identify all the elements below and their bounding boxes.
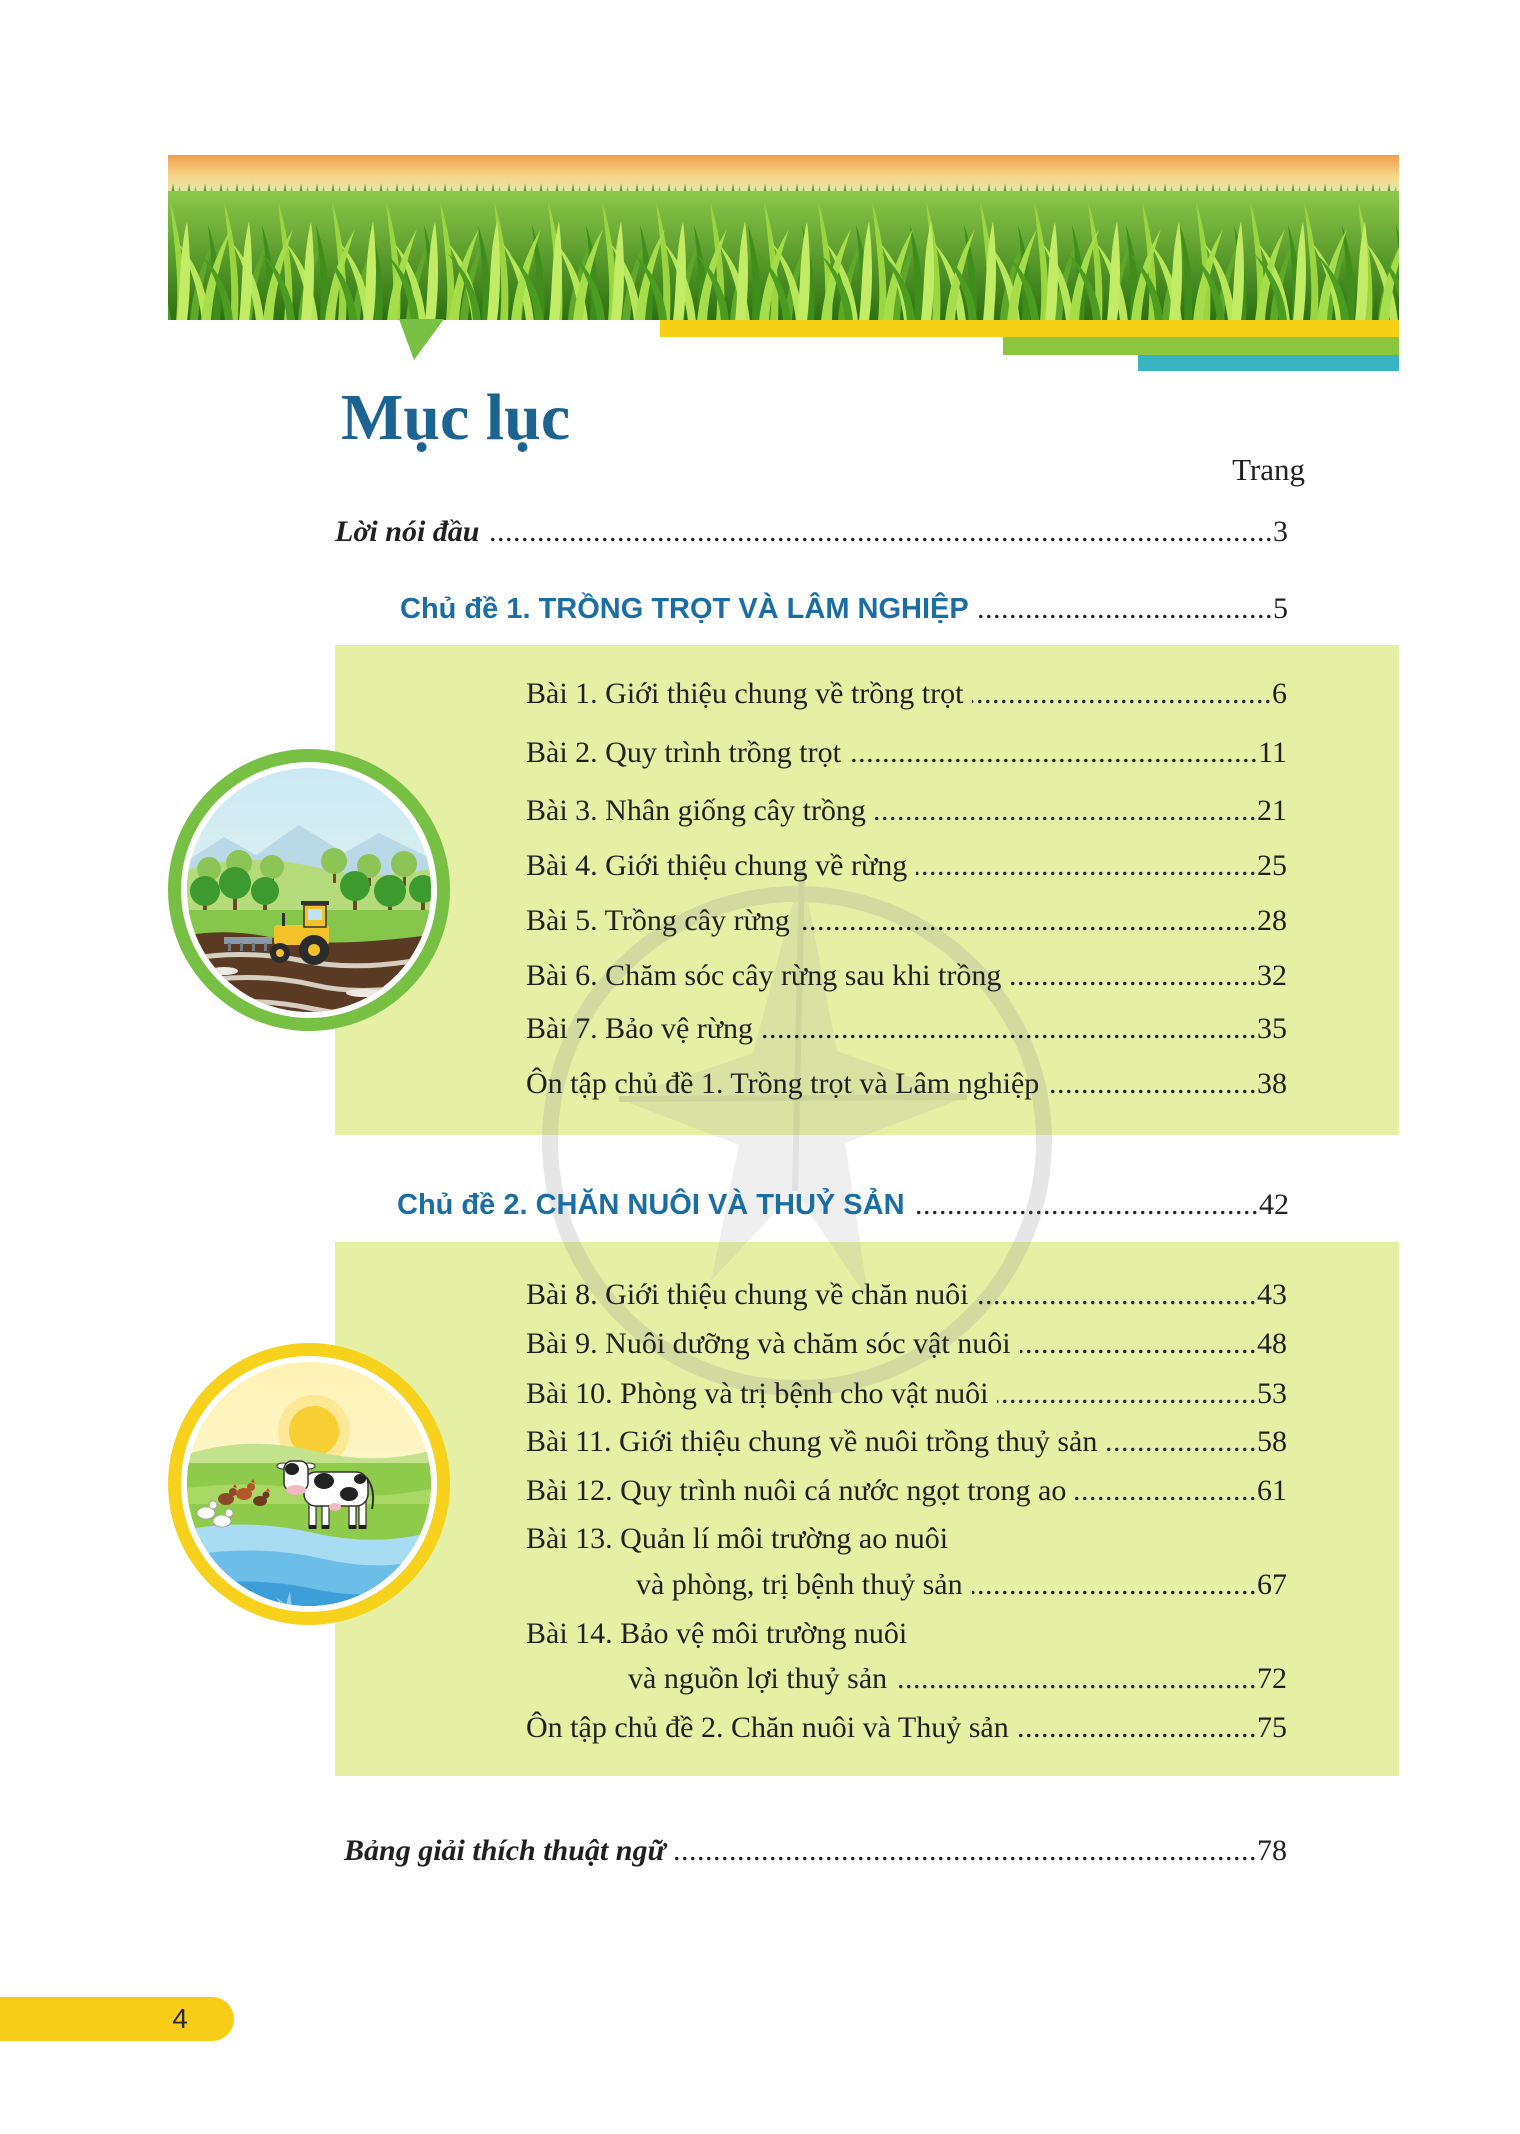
- lesson-page-number: 61: [1257, 1474, 1287, 1507]
- lesson-title: Ôn tập chủ đề 2. Chăn nuôi và Thuỷ sản: [526, 1711, 1009, 1744]
- lesson-title: Bài 12. Quy trình nuôi cá nước ngọt trong ao: [526, 1474, 1067, 1507]
- lesson-entry: [526, 846, 1287, 886]
- dot-leader: [674, 1831, 1257, 1871]
- lesson-entry: [526, 791, 1287, 831]
- lesson-entry: [526, 1519, 1287, 1559]
- dot-leader: [914, 1185, 1259, 1225]
- banner-notch: [399, 319, 444, 360]
- lesson-page-number: 6: [1272, 677, 1287, 710]
- lesson-page-number: 67: [1257, 1568, 1287, 1601]
- lesson-page-number: 32: [1257, 959, 1287, 992]
- dot-leader: [896, 1659, 1257, 1699]
- lesson-page-number: 25: [1257, 849, 1287, 882]
- page-number: 4: [172, 2003, 188, 2034]
- lesson-title-continuation: và nguồn lợi thuỷ sản: [628, 1662, 888, 1695]
- stripe-yellow: [660, 320, 1399, 337]
- lesson-entry: [526, 1324, 1287, 1364]
- lesson-title: Bài 8. Giới thiệu chung về chăn nuôi: [526, 1278, 969, 1311]
- lesson-panel-topic-1: [335, 645, 1399, 1135]
- preface-label: Lời nói đầu: [335, 515, 480, 548]
- dot-leader: [972, 1565, 1257, 1605]
- lesson-page-number: 48: [1257, 1327, 1287, 1360]
- livestock-pond-icon: [164, 1339, 454, 1629]
- lesson-title: Bài 11. Giới thiệu chung về nuôi trồng thuỷ sản: [526, 1425, 1098, 1458]
- dot-leader: [1010, 956, 1257, 996]
- dot-leader: [978, 589, 1273, 629]
- lesson-title: Bài 5. Trồng cây rừng: [526, 904, 790, 937]
- lesson-entry: [526, 956, 1287, 996]
- lesson-entry-continuation: [628, 1659, 1287, 1699]
- lesson-title: Bài 10. Phòng và trị bệnh cho vật nuôi: [526, 1377, 989, 1410]
- lesson-entry: [526, 1275, 1287, 1315]
- dot-leader: [997, 1374, 1257, 1414]
- dot-leader: [1075, 1471, 1257, 1511]
- page-column-label: Trang: [1232, 452, 1305, 487]
- review-entry: [526, 1708, 1287, 1748]
- lesson-entry: [526, 1374, 1287, 1414]
- lesson-title: Bài 14. Bảo vệ môi trường nuôi: [526, 1617, 908, 1650]
- lesson-entry-continuation: [636, 1565, 1287, 1605]
- dot-leader: [1020, 1324, 1257, 1364]
- dot-leader: [488, 512, 1273, 552]
- stripe-teal: [1138, 355, 1399, 371]
- lesson-page-number: 38: [1257, 1067, 1287, 1100]
- lesson-title: Bài 2. Quy trình trồng trọt: [526, 736, 841, 769]
- dot-leader: [972, 674, 1272, 714]
- lesson-page-number: 43: [1257, 1278, 1287, 1311]
- lesson-title: Bài 4. Giới thiệu chung về rừng: [526, 849, 908, 882]
- cornfield-banner-image: [168, 155, 1399, 371]
- dot-leader: [875, 791, 1257, 831]
- toc-entry-glossary: [344, 1831, 1287, 1871]
- tractor-farm-icon: [164, 745, 454, 1035]
- lesson-page-number: 11: [1258, 736, 1287, 769]
- lesson-entry: [526, 733, 1287, 773]
- topic-page-number: 42: [1259, 1188, 1289, 1221]
- page-number-tab: [0, 1997, 234, 2041]
- lesson-page-number: 21: [1257, 794, 1287, 827]
- topic-heading-2: [397, 1185, 1289, 1225]
- dot-leader: [799, 901, 1257, 941]
- lesson-page-number: 75: [1257, 1711, 1287, 1744]
- dot-leader: [977, 1275, 1257, 1315]
- lesson-title-continuation: và phòng, trị bệnh thuỷ sản: [636, 1568, 963, 1601]
- lesson-entry: [526, 1614, 1287, 1654]
- topic-title: Chủ đề 2. CHĂN NUÔI VÀ THUỶ SẢN: [397, 1189, 905, 1221]
- page-title: Mục lục: [341, 381, 571, 454]
- lesson-entry: [526, 674, 1287, 714]
- dot-leader: [916, 846, 1257, 886]
- lesson-title: Bài 3. Nhân giống cây trồng: [526, 794, 866, 827]
- dot-leader: [762, 1009, 1257, 1049]
- lesson-title: Bài 6. Chăm sóc cây rừng sau khi trồng: [526, 959, 1002, 992]
- glossary-page-number: 78: [1257, 1834, 1287, 1867]
- lesson-title: Bài 13. Quản lí môi trường ao nuôi: [526, 1522, 949, 1555]
- dot-leader: [1106, 1422, 1257, 1462]
- topic-heading-1: [400, 589, 1288, 629]
- lesson-title: Bài 7. Bảo vệ rừng: [526, 1012, 754, 1045]
- dot-leader: [1048, 1064, 1257, 1104]
- dot-leader: [850, 733, 1258, 773]
- preface-page-number: 3: [1273, 515, 1288, 548]
- dot-leader: [1018, 1708, 1257, 1748]
- topic-title: Chủ đề 1. TRỒNG TRỌT VÀ LÂM NGHIỆP: [400, 593, 969, 625]
- lesson-title: Ôn tập chủ đề 1. Trồng trọt và Lâm nghiệp: [526, 1067, 1040, 1100]
- lesson-page-number: 72: [1257, 1662, 1287, 1695]
- lesson-page-number: 58: [1257, 1425, 1287, 1458]
- lesson-entry: [526, 1471, 1287, 1511]
- review-entry: [526, 1064, 1287, 1104]
- toc-entry-preface: [335, 512, 1288, 552]
- lesson-entry: [526, 1422, 1287, 1462]
- lesson-page-number: 35: [1257, 1012, 1287, 1045]
- topic-page-number: 5: [1273, 592, 1288, 625]
- lesson-page-number: 28: [1257, 904, 1287, 937]
- stripe-green: [1003, 337, 1399, 355]
- lesson-entry: [526, 1009, 1287, 1049]
- lesson-title: Bài 1. Giới thiệu chung về trồng trọt: [526, 677, 964, 710]
- glossary-label: Bảng giải thích thuật ngữ: [344, 1834, 666, 1867]
- lesson-entry: [526, 901, 1287, 941]
- lesson-title: Bài 9. Nuôi dưỡng và chăm sóc vật nuôi: [526, 1327, 1011, 1360]
- lesson-page-number: 53: [1257, 1377, 1287, 1410]
